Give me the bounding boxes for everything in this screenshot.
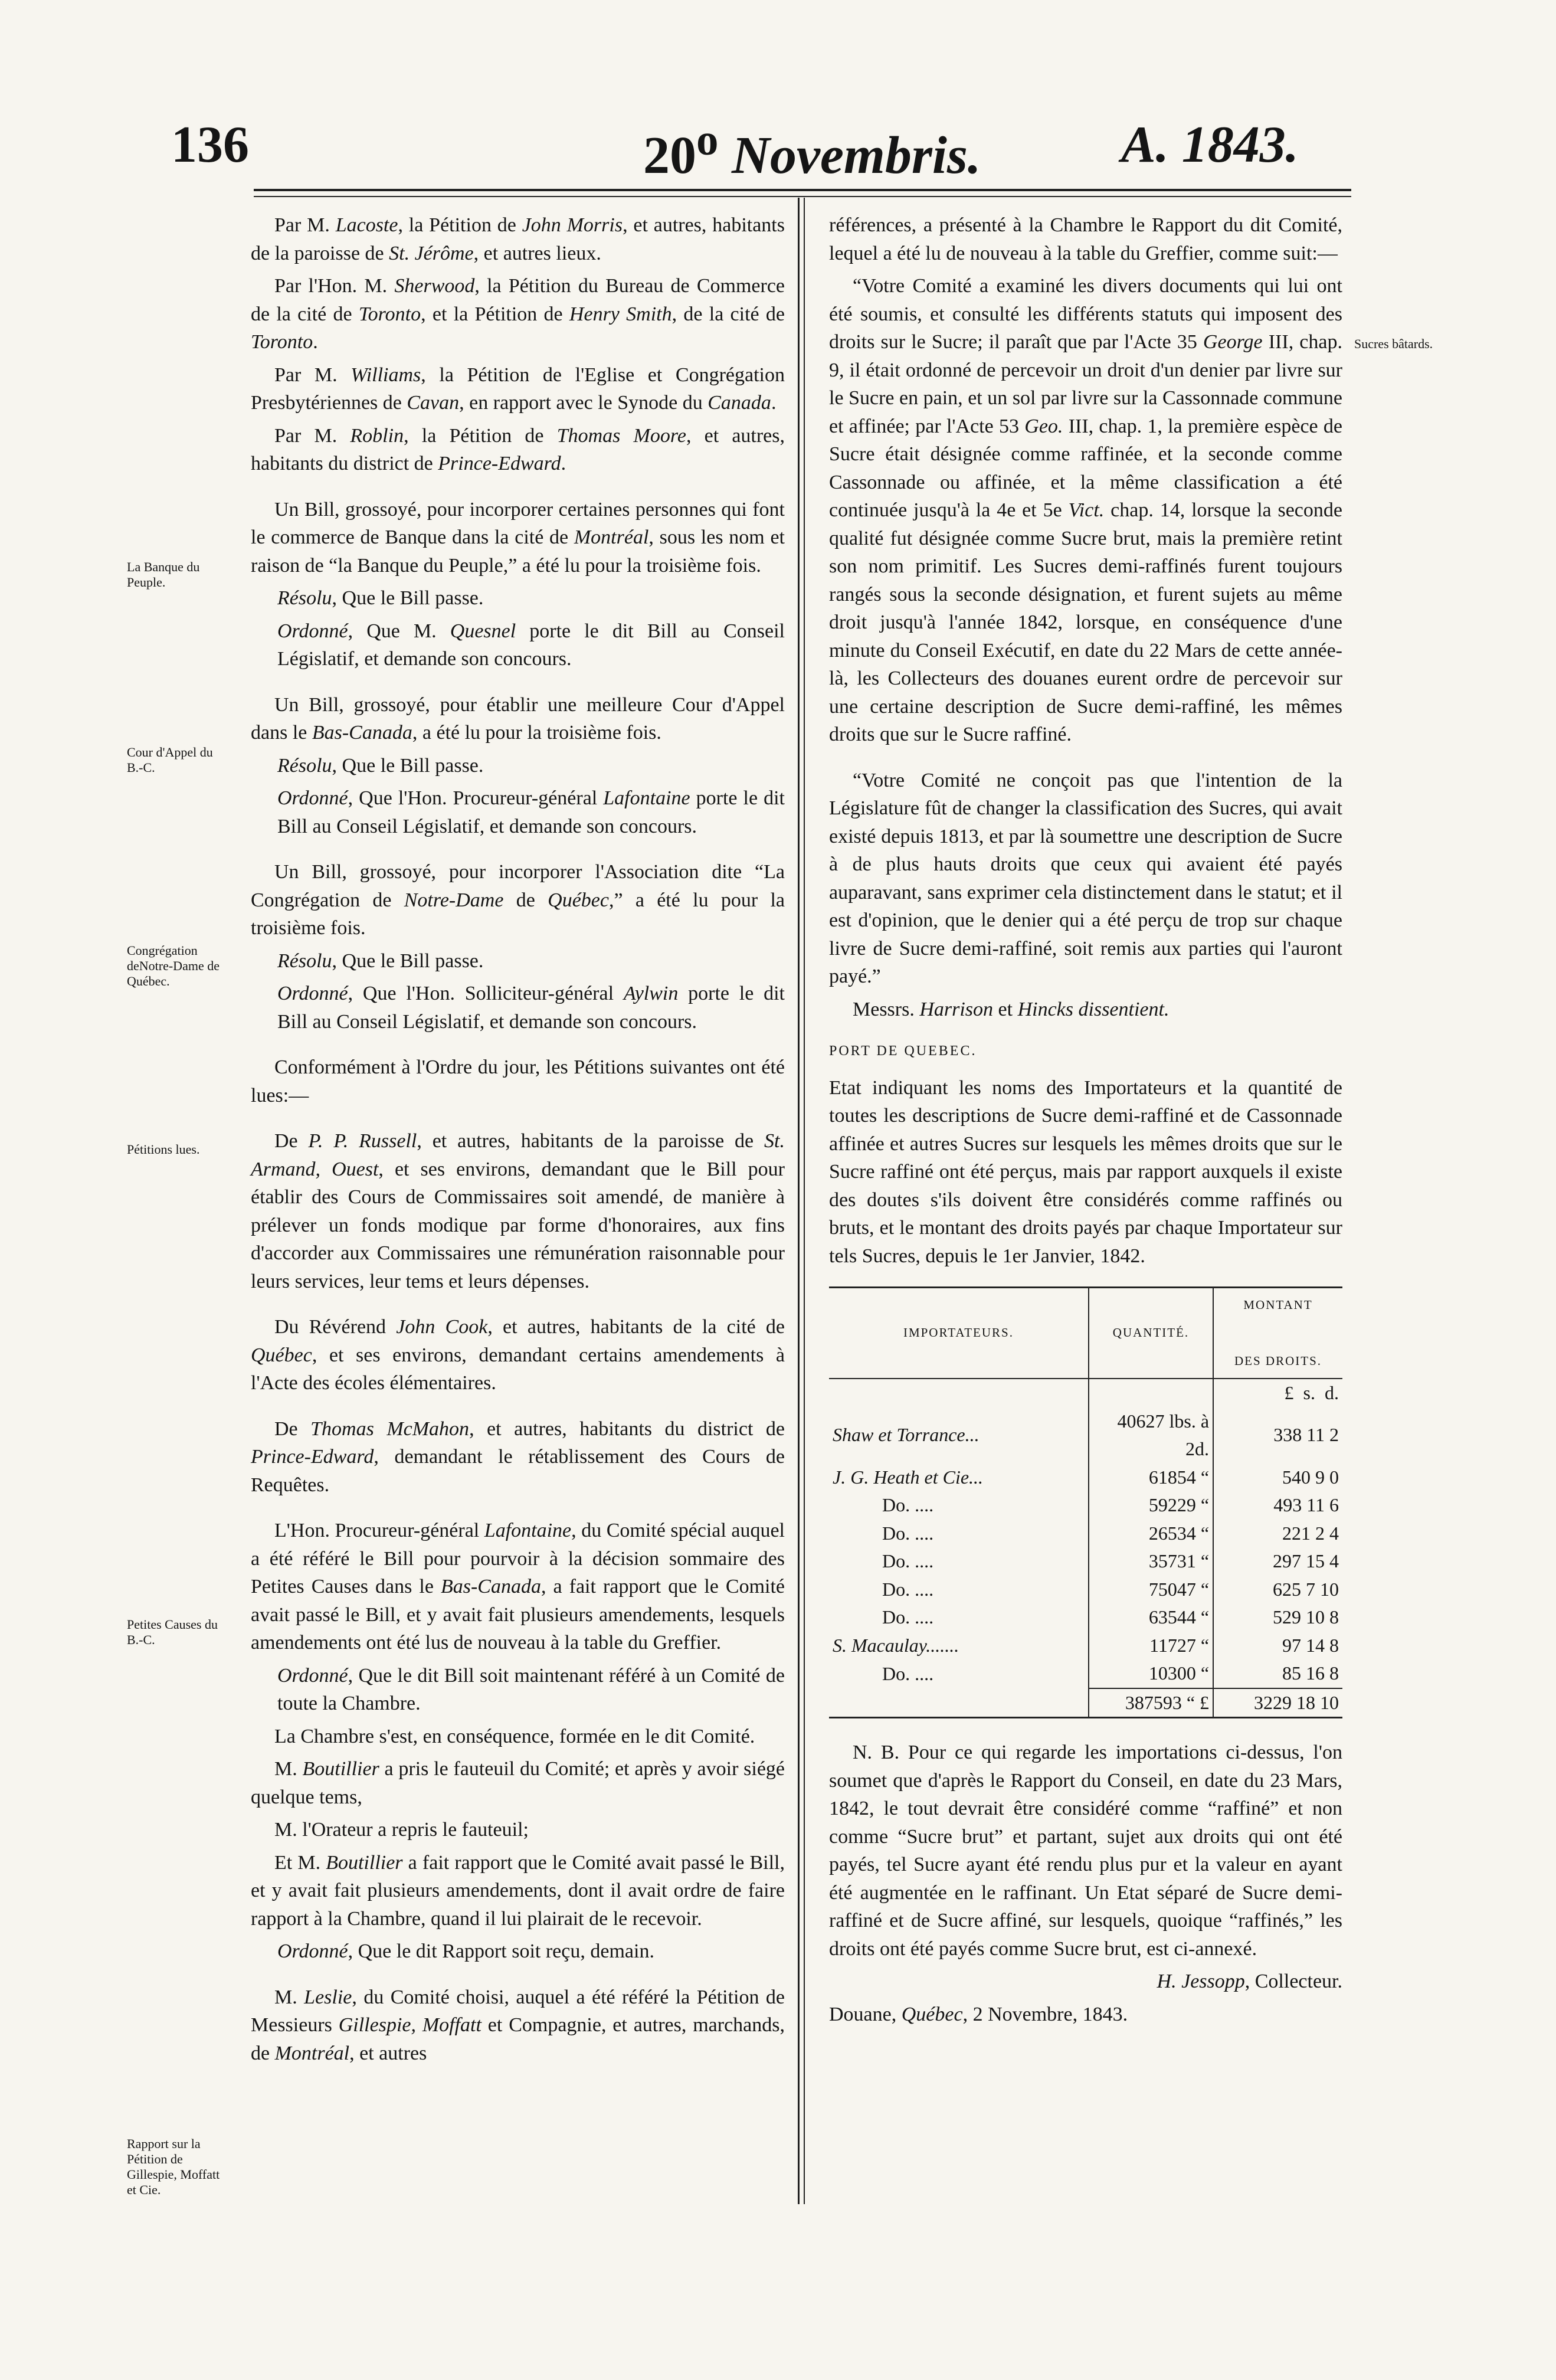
paragraph: Messrs. Harrison et Hincks dissentient.	[853, 998, 1170, 1020]
table-row: Do. .... 59229 “ 493 11 6	[829, 1491, 1342, 1520]
paragraph: Par M. Roblin, la Pétition de Thomas Moore, et autres, habitants du district de Prince-Edward.	[251, 424, 785, 474]
margin-note-petites-causes: Petites Causes du B.-C.	[127, 1617, 218, 1647]
paragraph: M. Leslie, du Comité choisi, auquel a été référé la Pétition de Messieurs Gillespie, Moffatt et Compagnie, et autres, marchands, de Montréal, et autres	[251, 1986, 785, 2064]
paragraph: De Thomas McMahon, et autres, habitants du district de Prince-Edward, demandant le rétablissement des Cours de Requêtes.	[251, 1417, 785, 1496]
paragraph: La Chambre s'est, en conséquence, formée en le dit Comité.	[274, 1725, 755, 1747]
paragraph: Par l'Hon. M. Sherwood, la Pétition du Bureau de Commerce de la cité de Toronto, et la Pétition de Henry Smith, de la cité de Toronto.	[251, 275, 785, 353]
nota-bene: N. B. Pour ce qui regarde les importations ci-dessus, l'on soumet que d'après le Rapport du Conseil, en date du 23 Mars, 1842, le tout devrait être considéré comme “raffiné” et non comme “Sucre brut” et partant, sujet aux droits qui ont été payés, tel Sucre ayant été rendu plus pur et la valeur en ayant été augmentée en le raffinant. Un Etat séparé de Sucre demi-raffiné et de Sucre affiné, sur lesquels, quoique “raffinés,” les droits ont été payés comme Sucre brut, est ci-annexé.	[829, 1741, 1342, 1960]
place-date: Douane, Québec, 2 Novembre, 1843.	[829, 2003, 1128, 2025]
column-header: IMPORTATEURS.	[829, 1288, 1089, 1379]
table-row: Do. .... 35731 “ 297 15 4	[829, 1547, 1342, 1576]
paragraph: Ordonné, Que l'Hon. Solliciteur-général Aylwin porte le dit Bill au Conseil Législatif, et demande son concours.	[277, 983, 785, 1033]
importers-table	[829, 1286, 1342, 1718]
paragraph: Et M. Boutillier a fait rapport que le Comité avait passé le Bill, et y avait fait plusieurs amendements, dont il avait ordre de faire rapport à la Chambre, quand il lui plairait de le recevoir.	[251, 1851, 785, 1930]
paragraph: Ordonné, Que le dit Bill soit maintenant référé à un Comité de toute la Chambre.	[277, 1664, 785, 1714]
header-rule-thin	[254, 196, 1351, 197]
margin-note-congregation: Congrégation deNotre-Dame de Québec.	[127, 943, 220, 988]
paragraph: Par M. Williams, la Pétition de l'Eglise et Congrégation Presbytériennes de Cavan, en rapport avec le Synode du Canada.	[251, 364, 785, 414]
margin-note-sucres: Sucres bâtards.	[1354, 336, 1433, 351]
paragraph: Résolu, Que le Bill passe.	[277, 587, 484, 609]
paragraph: “Votre Comité ne conçoit pas que l'intention de la Législature fût de changer la classification des Sucres, qui avait existé depuis 1813, et par là soumettre une description de Sucre à de plus hauts droits que ceux qui avaient été payés auparavant, sans exprimer cela distinctement dans le statut; et il est d'opinion, que le denier qui a été perçu de trop sur chaque livre de Sucre demi-raffiné, soit remis aux parties qui l'auront payé.”	[829, 769, 1342, 987]
paragraph: Ordonné, Que M. Quesnel porte le dit Bill au Conseil Législatif, et demande son concours.	[277, 620, 785, 670]
paragraph: Ordonné, Que l'Hon. Procureur-général Lafontaine porte le dit Bill au Conseil Législatif, et demande son concours.	[277, 787, 785, 837]
units-row	[829, 1379, 1342, 1407]
right-column	[829, 211, 1342, 2033]
table-row: Do. .... 75047 “ 625 7 10	[829, 1576, 1342, 1604]
paragraph: Résolu, Que le Bill passe.	[277, 754, 484, 777]
left-column	[251, 211, 785, 2072]
paragraph: références, a présenté à la Chambre le Rapport du dit Comité, lequel a été lu de nouveau à la table du Greffier, comme suit:—	[829, 214, 1342, 264]
table-header-row	[829, 1288, 1342, 1379]
column-header: QUANTITÉ.	[1089, 1288, 1213, 1379]
margin-note-cour: Cour d'Appel du B.-C.	[127, 745, 213, 775]
column-divider-thin	[804, 198, 805, 2204]
table-row: Do. .... 63544 “ 529 10 8	[829, 1603, 1342, 1632]
paragraph: De P. P. Russell, et autres, habitants de la paroisse de St. Armand, Ouest, et ses environs, demandant que le Bill pour établir des Cours de Commissaires soit amendé, de manière à prélever un fonds modique par forme d'honoraires, aux fins d'accorder aux Commissaires une rémunération raisonnable pour leurs services, leur tems et leurs dépenses.	[251, 1130, 785, 1292]
margin-note-banque: La Banque du Peuple.	[127, 559, 200, 590]
paragraph: Un Bill, grossoyé, pour incorporer l'Association dite “La Congrégation de Notre-Dame de Québec,” a été lu pour la troisième fois.	[251, 861, 785, 939]
paragraph: Ordonné, Que le dit Rapport soit reçu, demain.	[277, 1940, 654, 1962]
units-cell: £ s. d.	[1284, 1382, 1339, 1403]
paragraph: Résolu, Que le Bill passe.	[277, 950, 484, 972]
margin-note-petitions: Pétitions lues.	[127, 1142, 200, 1157]
table-total-row: 387593 “ £ 3229 18 10	[829, 1688, 1342, 1718]
column-header: MONTANT DES DROITS.	[1213, 1288, 1342, 1379]
paragraph: Etat indiquant les noms des Importateurs et la quantité de toutes les descriptions de Sucre demi-raffiné et de Cassonnade affinée et autres Sucres sur lesquels les mêmes droits que sur le Sucre raffiné ont été perçus, mais par rapport auxquels il existe des doutes s'ils doivent être considérés comme raffinés ou bruts, et le montant des droits payés par chaque Importateur sur tels Sucres, depuis le 1er Janvier, 1842.	[829, 1076, 1342, 1267]
paragraph: M. l'Orateur a repris le fauteuil;	[274, 1819, 529, 1841]
signature: H. Jessopp, Collecteur.	[1157, 1970, 1342, 1992]
paragraph: Un Bill, grossoyé, pour incorporer certaines personnes qui font le commerce de Banque dans la cité de Montréal, sous les nom et raison de “la Banque du Peuple,” a été lu pour la troisième fois.	[251, 498, 785, 577]
header-rule	[254, 189, 1351, 191]
table-row: S. Macaulay....... 11727 “ 97 14 8	[829, 1632, 1342, 1660]
table-row: J. G. Heath et Cie... 61854 “ 540 9 0	[829, 1464, 1342, 1492]
margin-note-rapport: Rapport sur la Pétition de Gillespie, Moffatt et Cie.	[127, 2136, 220, 2197]
page-year: A. 1843.	[1121, 116, 1299, 173]
paragraph: Un Bill, grossoyé, pour établir une meilleure Cour d'Appel dans le Bas-Canada, a été lu pour la troisième fois.	[251, 693, 785, 744]
table-row: Do. .... 10300 “ 85 16 8	[829, 1659, 1342, 1688]
page-number: 136	[171, 116, 249, 173]
paragraph: Du Révérend John Cook, et autres, habitants de la cité de Québec, et ses environs, demandant certains amendements à l'Acte des écoles élémentaires.	[251, 1316, 785, 1394]
paragraph: L'Hon. Procureur-général Lafontaine, du Comité spécial auquel a été référé le Bill pour pourvoir à la décision sommaire des Petites Causes dans le Bas-Canada, a fait rapport que le Comité avait passé le Bill, et y avait fait plusieurs amendements, lesquels amendements ont été lus de nouveau à la table du Greffier.	[251, 1520, 785, 1654]
table-row: Do. .... 26534 “ 221 2 4	[829, 1520, 1342, 1548]
paragraph: Par M. Lacoste, la Pétition de John Morris, et autres, habitants de la paroisse de St. Jérôme, et autres lieux.	[251, 214, 785, 264]
table-row: Shaw et Torrance... 40627 lbs. à 2d. 338 11 2	[829, 1407, 1342, 1464]
section-heading: PORT DE QUEBEC.	[829, 1043, 977, 1059]
paragraph: M. Boutillier a pris le fauteuil du Comité; et après y avoir siégé quelque tems,	[251, 1758, 785, 1808]
column-divider	[798, 198, 800, 2204]
paragraph: “Votre Comité a examiné les divers documents qui lui ont été soumis, et consulté les différents statuts qui imposent des droits sur le Sucre; il paraît que par l'Acte 35 George III, chap. 9, il était ordonné de percevoir un droit d'un denier par livre sur le Sucre en pain, et un sol par livre sur la Cassonnade commune et affinée; par l'Acte 53 Geo. III, chap. 1, la première espèce de Sucre était désignée comme raffinée, et la seconde comme Cassonnade ou affinée, et la même classification a été continuée jusqu'à la 4e et 5e Vict. chap. 14, lorsque la seconde qualité fut désignée comme Sucre brut, mais la première retint son nom primitif. Les Sucres demi-raffinés furent toujours rangés sous la seconde désignation, et furent sujets au même droit jusqu'à l'année 1842, lorsque, en conséquence d'une minute du Conseil Exécutif, en date du 22 Mars de cette année-là, les Collecteurs des douanes eurent ordre de percevoir sur une certaine description de Sucre demi-raffiné, les mêmes droits que sur le Sucre raffiné.	[829, 275, 1342, 745]
running-header	[0, 97, 1556, 185]
page-date: 20$^o$ Novembris.	[643, 116, 981, 185]
paragraph: Conformément à l'Ordre du jour, les Pétitions suivantes ont été lues:—	[251, 1056, 785, 1106]
